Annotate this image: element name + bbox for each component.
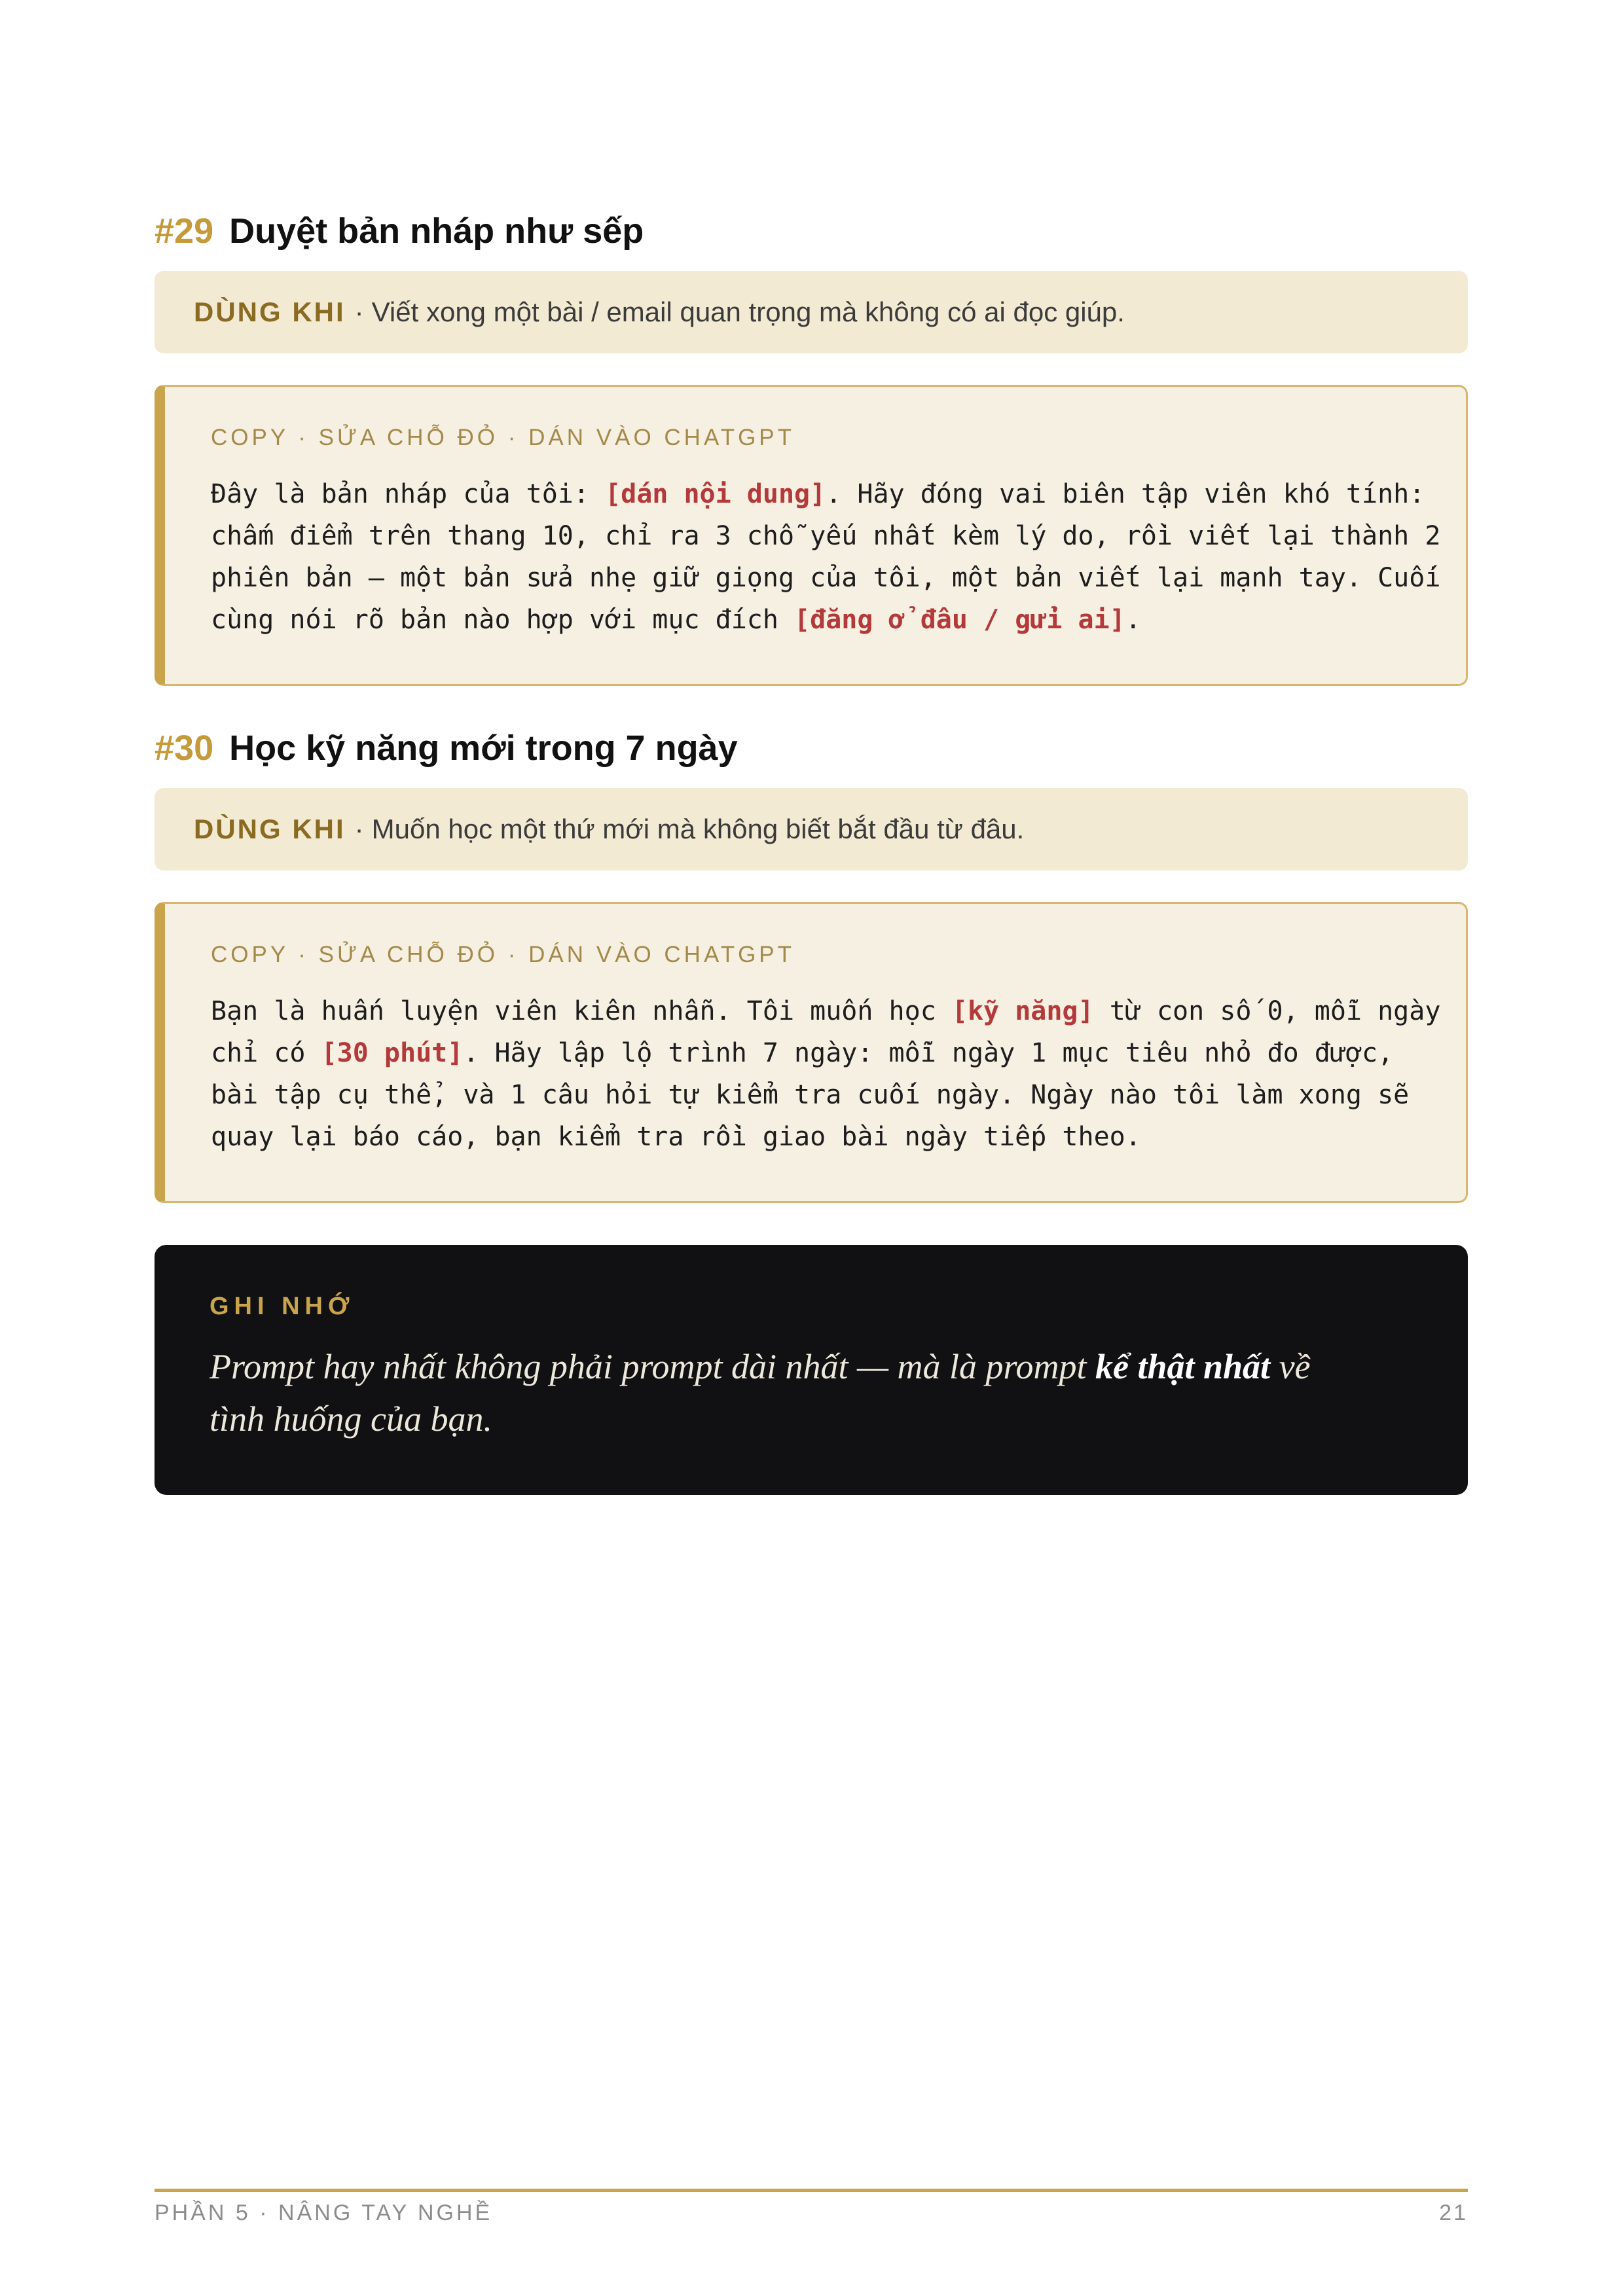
note-text: Prompt hay nhất không phải prompt dài nhất — mà là prompt kể thật nhất về tình huống của bạn. — [210, 1347, 1311, 1439]
placeholder-time: [30 phút] — [321, 1038, 464, 1068]
prompt-line: cùng nói rõ bản nào hợp với mục đích [đăng ở đâu / gửi ai]. — [211, 605, 1141, 635]
use-when-label: DÙNG KHI — [194, 296, 346, 327]
placeholder-destination: [đăng ở đâu / gửi ai] — [794, 605, 1125, 635]
footer-section-label: PHẦN 5 · NÂNG TAY NGHỀ — [155, 2200, 493, 2225]
prompt-number: #30 — [155, 728, 214, 768]
footer-divider — [155, 2189, 1468, 2192]
prompt-line: phiên bản — một bản sửa nhẹ giữ giọng của tôi, một bản viết lại mạnh tay. Cuối — [211, 563, 1441, 593]
prompt-title-30 — [155, 725, 738, 771]
prompt-line: quay lại báo cáo, bạn kiểm tra rồi giao bài ngày tiếp theo. — [211, 1122, 1141, 1152]
prompt-line: Đây là bản nháp của tôi: [dán nội dung]. Hãy đóng vai biên tập viên khó tính: — [211, 479, 1425, 509]
note-emphasis: kể thật nhất — [1095, 1347, 1271, 1386]
prompt-title-text: Học kỹ năng mới trong 7 ngày — [229, 728, 738, 768]
placeholder-content: [dán nội dung] — [605, 479, 826, 509]
use-when-label: DÙNG KHI — [194, 814, 346, 844]
prompt-title-text: Duyệt bản nháp như sếp — [229, 211, 644, 251]
copy-prompt-box-29[interactable] — [155, 385, 1468, 686]
note-label: GHI NHỚ — [210, 1293, 355, 1320]
prompt-line: chỉ có [30 phút]. Hãy lập lộ trình 7 ngày: mỗi ngày 1 mục tiêu nhỏ đo được, — [211, 1038, 1394, 1068]
use-when-text: Viết xong một bài / email quan trọng mà không có ai đọc giúp. — [371, 296, 1125, 327]
copy-prompt-box-30[interactable] — [155, 902, 1468, 1203]
use-when-separator: · — [354, 296, 364, 327]
use-when-box-30 — [155, 788, 1468, 870]
prompt-text[interactable] — [211, 990, 1441, 1158]
page-number: 21 — [1439, 2200, 1468, 2225]
prompt-title-29 — [155, 208, 644, 254]
prompt-line: Bạn là huấn luyện viên kiên nhẫn. Tôi muốn học [kỹ năng] từ con số 0, mỗi ngày — [211, 996, 1441, 1026]
remember-note-box — [155, 1245, 1468, 1495]
placeholder-skill: [kỹ năng] — [951, 996, 1094, 1026]
use-when-box-29 — [155, 271, 1468, 353]
copy-instruction-label: COPY · SỬA CHỖ ĐỎ · DÁN VÀO CHATGPT — [211, 942, 795, 967]
use-when-separator: · — [354, 814, 364, 844]
copy-instruction-label: COPY · SỬA CHỖ ĐỎ · DÁN VÀO CHATGPT — [211, 425, 795, 450]
use-when-text: Muốn học một thứ mới mà không biết bắt đầu từ đâu. — [371, 814, 1025, 844]
prompt-number: #29 — [155, 211, 214, 251]
prompt-line: bài tập cụ thể, và 1 câu hỏi tự kiểm tra cuối ngày. Ngày nào tôi làm xong sẽ — [211, 1080, 1410, 1110]
prompt-line: chấm điểm trên thang 10, chỉ ra 3 chỗ yếu nhất kèm lý do, rồi viết lại thành 2 — [211, 521, 1441, 551]
prompt-text[interactable] — [211, 473, 1441, 641]
